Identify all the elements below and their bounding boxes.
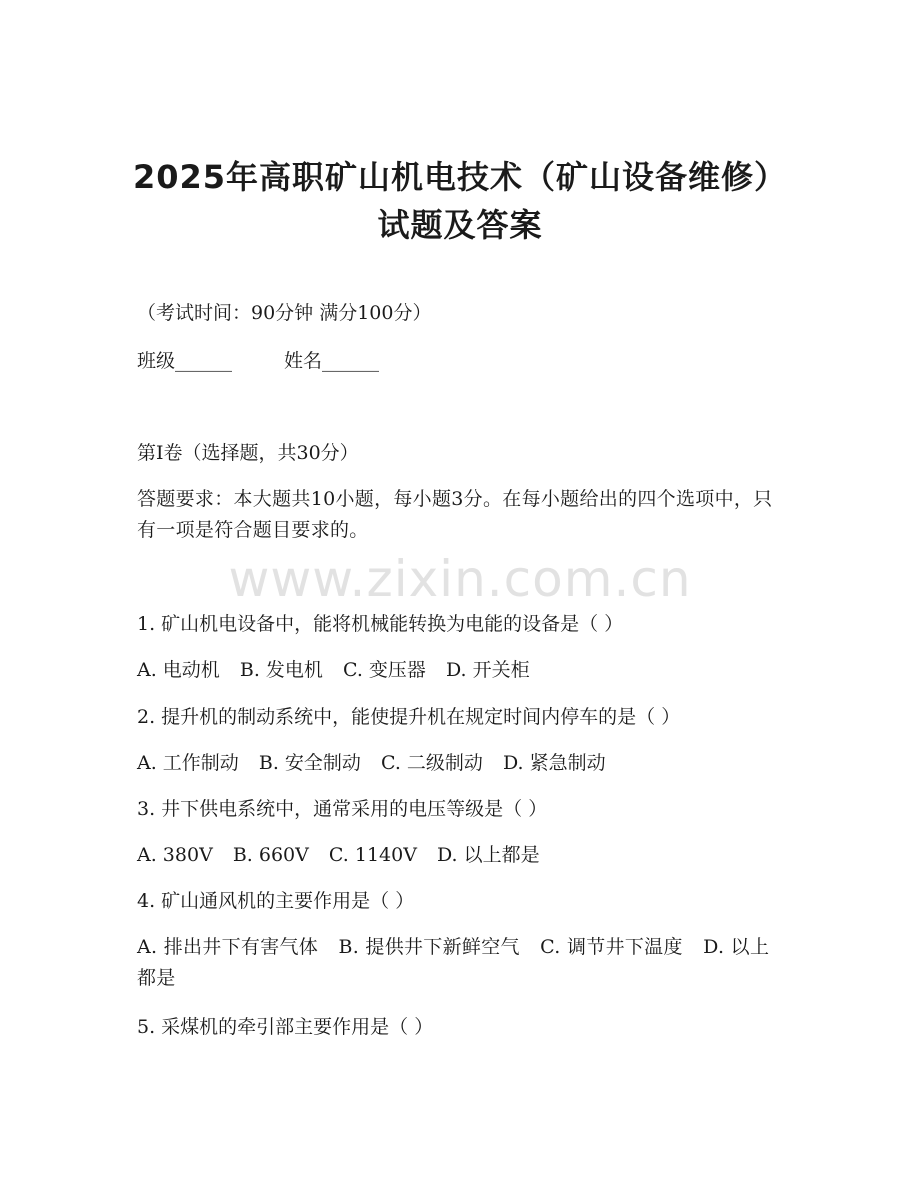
option-c: C. 二级制动 [380,752,483,774]
option-a: A. 380V [137,844,213,866]
section-requirement: 答题要求：本大题共10小题，每小题3分。在每小题给出的四个选项中，只有一项是符合题目要求的。 [137,488,773,541]
option-d: D. 以上都是 [436,844,540,866]
exam-info: （考试时间：90分钟 满分100分） [137,302,432,324]
option-d: D. 以上都是 [137,936,770,989]
option-b: B. 提供井下新鲜空气 [338,936,520,958]
question-1: 1. 矿山机电设备中，能将机械能转换为电能的设备是（ ） [137,613,624,635]
option-b: B. 发电机 [239,659,323,681]
option-c: C. 调节井下温度 [540,936,683,958]
question-2: 2. 提升机的制动系统中，能使提升机在规定时间内停车的是（ ） [137,706,681,728]
option-b: B. 安全制动 [258,752,361,774]
option-b: B. 660V [232,844,309,866]
document-title-line-2: 试题及答案 [377,206,543,244]
student-fields [137,346,787,376]
class-field: 班级______ [137,350,233,372]
option-d: D. 紧急制动 [502,752,606,774]
watermark: www.zixin.com.cn [228,550,692,608]
name-field: 姓名______ [284,350,380,372]
question-3-options [137,840,787,870]
option-a: A. 排出井下有害气体 [137,936,319,958]
option-a: A. 工作制动 [137,752,239,774]
question-2-options [137,748,787,778]
option-d: D. 开关柜 [445,659,530,681]
question-5: 5. 采煤机的牵引部主要作用是（ ） [137,1016,434,1038]
option-c: C. 1140V [328,844,417,866]
option-c: C. 变压器 [342,659,426,681]
question-4-options [137,932,787,994]
question-1-options [137,655,787,685]
option-a: A. 电动机 [137,659,220,681]
question-3: 3. 井下供电系统中，通常采用的电压等级是（ ） [137,798,548,820]
question-4: 4. 矿山通风机的主要作用是（ ） [137,890,415,912]
document-title-line-1: 2025年高职矿山机电技术（矿山设备维修） [132,158,788,196]
section-heading: 第I卷（选择题，共30分） [137,442,359,464]
